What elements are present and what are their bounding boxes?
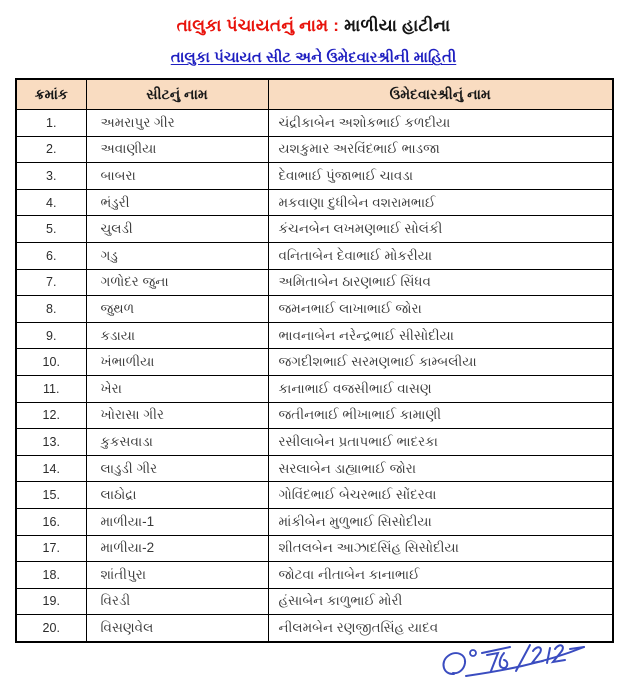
seat-cell: કુકસવાડા <box>86 429 268 456</box>
candidate-cell: હંસાબેન કાળુભાઈ મોરી <box>268 588 613 615</box>
serial-cell: 13. <box>16 429 86 456</box>
seat-cell: ખેરા <box>86 375 268 402</box>
serial-cell: 7. <box>16 269 86 296</box>
table-row <box>16 322 613 349</box>
seat-cell: ખંભાળીયા <box>86 349 268 376</box>
table-row <box>16 163 613 190</box>
table-row <box>16 349 613 376</box>
table-row <box>16 508 613 535</box>
seat-cell: શાંતીપુરા <box>86 562 268 589</box>
seat-cell: માળીયા-1 <box>86 508 268 535</box>
seat-cell: ચુલડી <box>86 216 268 243</box>
table-row <box>16 110 613 137</box>
page-subtitle: તાલુકા પંચાયત સીટ અને ઉમેદવારશ્રીની માહિતી <box>170 49 457 66</box>
seat-cell: બાબરા <box>86 163 268 190</box>
table-row <box>16 402 613 429</box>
seat-cell: વિસણવેલ <box>86 615 268 642</box>
serial-cell: 14. <box>16 455 86 482</box>
seat-cell: લાઠોદ્રા <box>86 482 268 509</box>
table-row <box>16 136 613 163</box>
serial-cell: 2. <box>16 136 86 163</box>
seat-cell: લાડુડી ગીર <box>86 455 268 482</box>
serial-cell: 18. <box>16 562 86 589</box>
serial-cell: 10. <box>16 349 86 376</box>
serial-cell: 5. <box>16 216 86 243</box>
table-row <box>16 562 613 589</box>
table-row <box>16 189 613 216</box>
candidate-cell: જતીનભાઈ ભીખાભાઈ કામાણી <box>268 402 613 429</box>
candidates-table <box>15 78 614 643</box>
candidate-cell: નીલમબેન રણજીતસિંહ યાદવ <box>268 615 613 642</box>
seat-cell: માળીયા-2 <box>86 535 268 562</box>
serial-cell: 15. <box>16 482 86 509</box>
serial-cell: 16. <box>16 508 86 535</box>
table-row <box>16 375 613 402</box>
table-row <box>16 535 613 562</box>
page-title-value: માળીયા હાટીના <box>339 16 451 35</box>
serial-cell: 1. <box>16 110 86 137</box>
page-title-label: તાલુકા પંચાયતનું નામ : <box>176 16 340 35</box>
serial-cell: 20. <box>16 615 86 642</box>
seat-cell: અમરાપુર ગીર <box>86 110 268 137</box>
table-row <box>16 615 613 642</box>
candidate-cell: રસીલાબેન પ્રતાપભાઈ ભાદરકા <box>268 429 613 456</box>
candidate-cell: વનિતાબેન દેવાભાઈ મોકરીયા <box>268 242 613 269</box>
seat-cell: ખોરાસા ગીર <box>86 402 268 429</box>
page-title <box>0 0 627 36</box>
candidate-cell: સરલાબેન ડાહ્યાભાઈ જોરા <box>268 455 613 482</box>
seat-cell: ગળોદર જુના <box>86 269 268 296</box>
candidate-cell: ભાવનાબેન નરેન્દ્રભાઈ સીસોદીયા <box>268 322 613 349</box>
table-row <box>16 269 613 296</box>
serial-cell: 19. <box>16 588 86 615</box>
serial-cell: 11. <box>16 375 86 402</box>
serial-cell: 3. <box>16 163 86 190</box>
table-row <box>16 216 613 243</box>
candidate-cell: કાનાભાઈ વજસીભાઈ વાસણ <box>268 375 613 402</box>
candidate-cell: દેવાભાઈ પુંજાભાઈ ચાવડા <box>268 163 613 190</box>
seat-cell: અવાણીયા <box>86 136 268 163</box>
seat-cell: જુથળ <box>86 296 268 323</box>
seat-cell: કડાયા <box>86 322 268 349</box>
candidate-cell: ગોવિંદભાઈ બેચરભાઈ સોંદરવા <box>268 482 613 509</box>
candidate-cell: જગદીશભાઈ સરમણભાઈ કામ્બલીયા <box>268 349 613 376</box>
seat-cell: ભંડુરી <box>86 189 268 216</box>
table-row <box>16 296 613 323</box>
candidate-cell: યશકુમાર અરવિંદભાઈ ભાડજા <box>268 136 613 163</box>
serial-cell: 12. <box>16 402 86 429</box>
serial-cell: 4. <box>16 189 86 216</box>
candidate-cell: શીતલબેન આઝાદસિંહ સિસોદીયા <box>268 535 613 562</box>
column-header-candidate: ઉમેદવારશ્રીનું નામ <box>268 79 613 110</box>
table-row <box>16 242 613 269</box>
candidate-cell: જમનભાઈ લાખાભાઈ જોરા <box>268 296 613 323</box>
candidate-cell: કંચનબેન લખમણભાઈ સોલંકી <box>268 216 613 243</box>
table-header <box>16 79 613 110</box>
seat-cell: વિરડી <box>86 588 268 615</box>
candidate-cell: અમિતાબેન ઠારણભાઈ સિંધવ <box>268 269 613 296</box>
serial-cell: 9. <box>16 322 86 349</box>
column-header-serial: ક્રમાંક <box>16 79 86 110</box>
table-header-row <box>16 79 613 110</box>
table-row <box>16 455 613 482</box>
candidate-cell: ચંદ્રીકાબેન અશોકભાઈ કળદીયા <box>268 110 613 137</box>
signature-scrawl <box>438 640 594 680</box>
candidate-cell: માંકીબેન મુળુભાઈ સિસોદીયા <box>268 508 613 535</box>
table-row <box>16 482 613 509</box>
serial-cell: 8. <box>16 296 86 323</box>
table-row <box>16 588 613 615</box>
table-row <box>16 429 613 456</box>
candidate-cell: મકવાણા દુધીબેન વશરામભાઈ <box>268 189 613 216</box>
seat-cell: ગડુ <box>86 242 268 269</box>
table-body <box>16 110 613 642</box>
serial-cell: 17. <box>16 535 86 562</box>
serial-cell: 6. <box>16 242 86 269</box>
candidate-cell: જોટવા નીતાબેન કાનાભાઈ <box>268 562 613 589</box>
column-header-seat: સીટનું નામ <box>86 79 268 110</box>
